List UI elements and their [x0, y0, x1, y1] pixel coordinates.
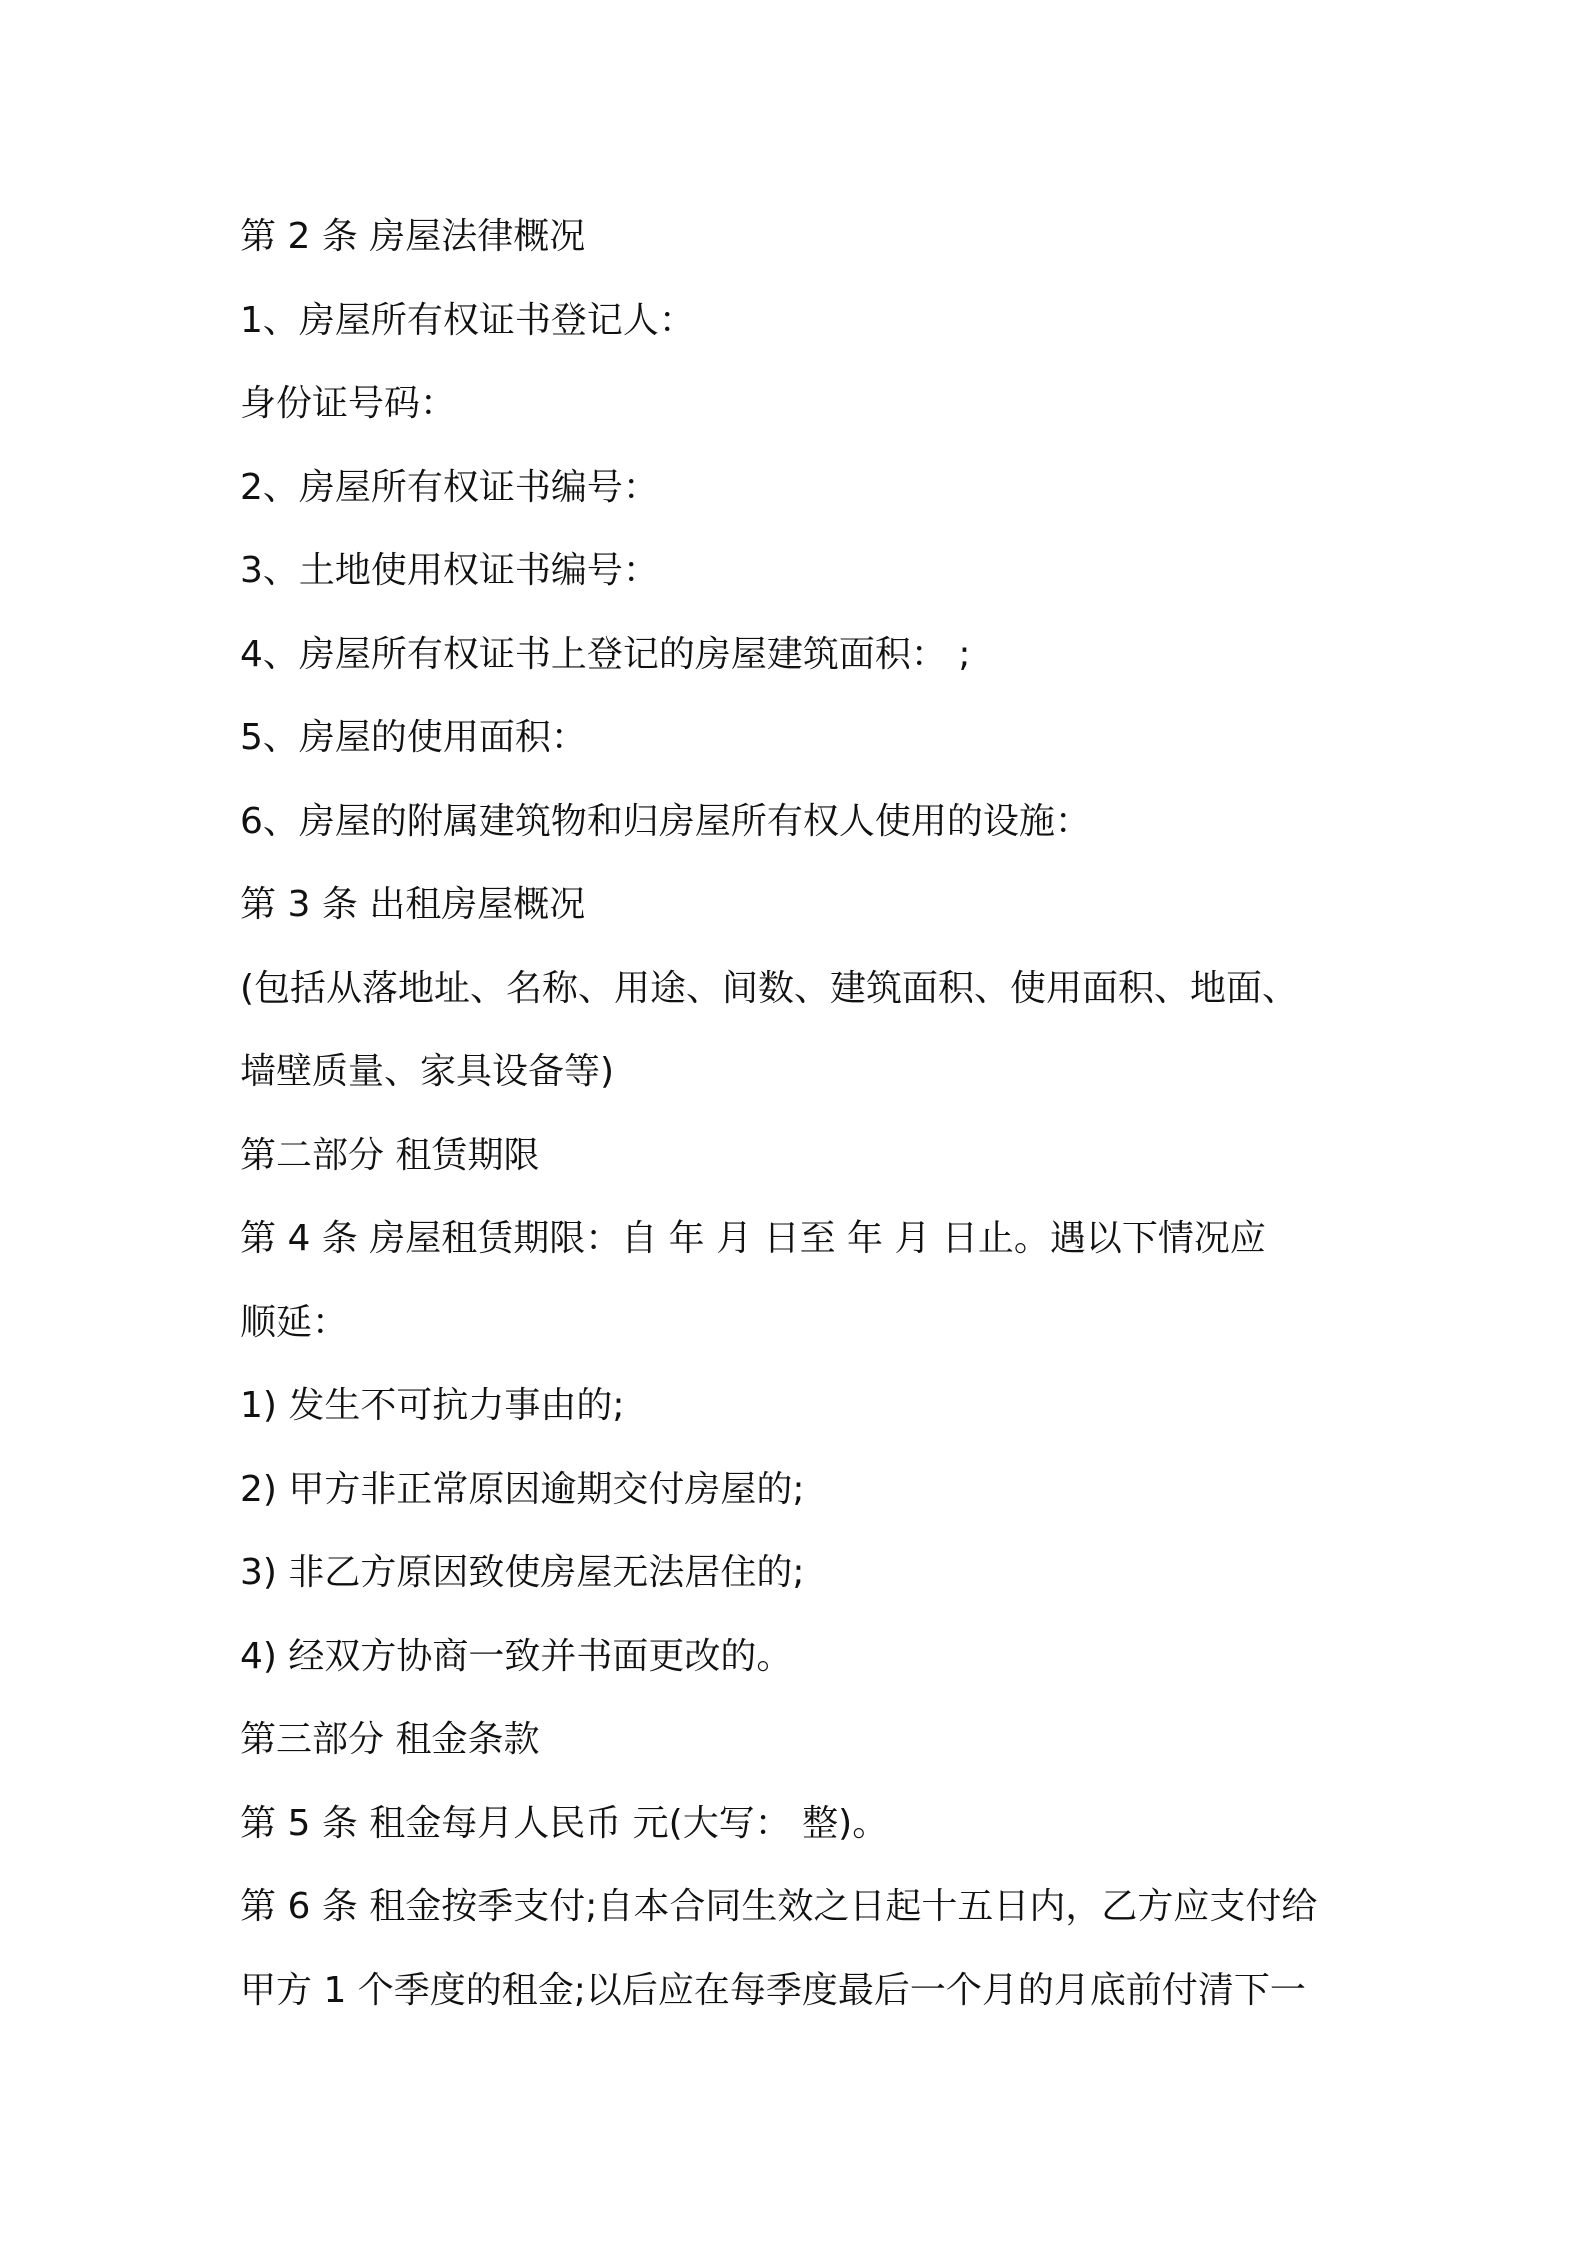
list-item: 4、房屋所有权证书上登记的房屋建筑面积： ;: [240, 633, 971, 675]
list-item: 2、房屋所有权证书编号：: [240, 466, 659, 508]
article-3-heading: 第 3 条 出租房屋概况: [240, 884, 586, 925]
article-2-heading: 第 2 条 房屋法律概况: [240, 216, 586, 257]
paragraph-line: 墙壁质量、家具设备等): [240, 1051, 615, 1092]
document-body: [240, 195, 1360, 2032]
article-5-line: 第 5 条 租金每月人民币 元(大写： 整)。: [240, 1802, 889, 1844]
paragraph-line: 顺延：: [240, 1301, 349, 1343]
list-item: 身份证号码：: [240, 383, 457, 424]
article-6-line: 第 6 条 租金按季支付;自本合同生效之日起十五日内，乙方应支付给: [240, 1886, 1318, 1927]
paragraph-line: (包括从落地址、名称、用途、间数、建筑面积、使用面积、地面、: [240, 967, 1299, 1009]
list-item: 6、房屋的附属建筑物和归房屋所有权人使用的设施：: [240, 800, 1091, 842]
list-item: 1、房屋所有权证书登记人：: [240, 299, 695, 341]
list-item: 3) 非乙方原因致使房屋无法居住的;: [240, 1552, 805, 1593]
list-item: 3、土地使用权证书编号：: [240, 550, 659, 591]
list-item: 2) 甲方非正常原因逾期交付房屋的;: [240, 1468, 805, 1510]
part-3-heading: 第三部分 租金条款: [240, 1719, 540, 1760]
part-2-heading: 第二部分 租赁期限: [240, 1134, 540, 1176]
list-item: 1) 发生不可抗力事由的;: [240, 1385, 625, 1426]
paragraph-line: 甲方 1 个季度的租金;以后应在每季度最后一个月的月底前付清下一: [240, 1969, 1306, 2011]
list-item: 5、房屋的使用面积：: [240, 717, 587, 758]
article-4-line: 第 4 条 房屋租赁期限：自 年 月 日至 年 月 日止。遇以下情况应: [240, 1218, 1266, 1259]
list-item: 4) 经双方协商一致并书面更改的。: [240, 1635, 793, 1677]
